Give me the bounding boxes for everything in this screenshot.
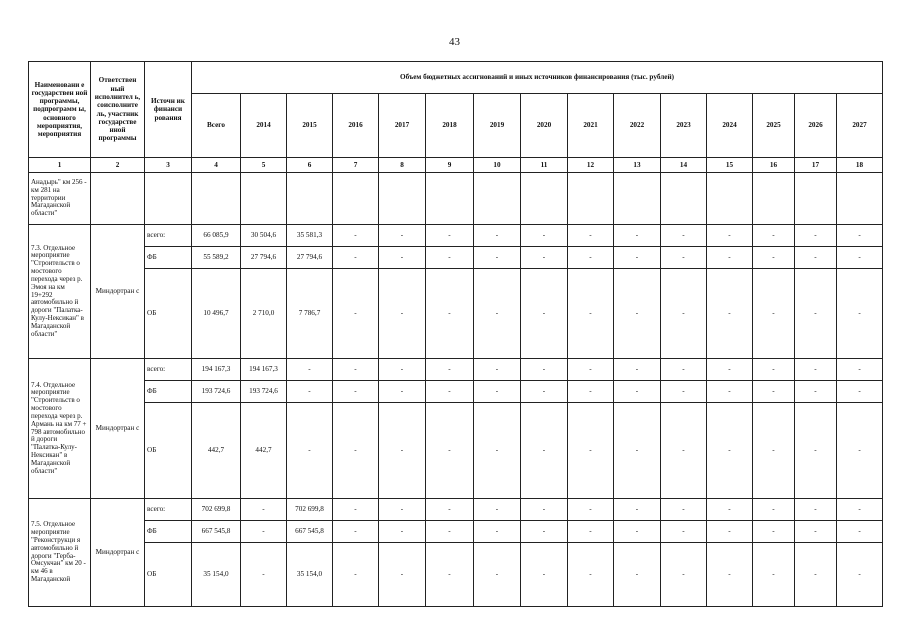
column-number: 13 [614, 158, 661, 173]
empty-year-value-cell: - [837, 499, 883, 521]
funding-source-cell: ОБ [145, 543, 192, 607]
empty-year-value-cell: - [661, 521, 707, 543]
empty-year-value-cell: - [568, 381, 614, 403]
empty-year-value-cell: - [474, 269, 521, 359]
empty-year-value-cell: - [333, 225, 379, 247]
table-row [29, 403, 883, 499]
empty-year-value-cell: - [795, 359, 837, 381]
measure-name: Анадырь" км 256 - км 281 на территории Магаданской области" [29, 173, 91, 225]
year-2014-value-cell: 193 724,6 [241, 381, 287, 403]
empty-year-value-cell: - [568, 499, 614, 521]
empty-year-value-cell: - [614, 247, 661, 269]
empty-year-value-cell: - [521, 381, 568, 403]
total-value-cell: 667 545,8 [192, 521, 241, 543]
column-number: 16 [753, 158, 795, 173]
empty-year-value-cell: - [614, 381, 661, 403]
empty-year-value-cell: - [379, 269, 426, 359]
year-2014-value-cell: 30 504,6 [241, 225, 287, 247]
empty-year-value-cell: - [661, 381, 707, 403]
empty-year-value-cell: - [333, 403, 379, 499]
empty-year-value-cell: - [521, 403, 568, 499]
column-number: 1 [29, 158, 91, 173]
header-responsible-executor: Ответствен ный исполнител ь, соисполните ль, участник государстве нной программы [91, 62, 145, 158]
empty-year-value-cell: - [614, 269, 661, 359]
empty-year-value-cell: - [379, 247, 426, 269]
column-number: 6 [287, 158, 333, 173]
year-2015-value-cell: 35 154,0 [287, 543, 333, 607]
empty-year-value-cell: - [707, 499, 753, 521]
empty-year-value-cell: - [707, 521, 753, 543]
column-number-row [29, 158, 883, 173]
funding-source-cell: всего: [145, 499, 192, 521]
column-number: 17 [795, 158, 837, 173]
column-number: 5 [241, 158, 287, 173]
table-row [29, 225, 883, 247]
empty-year-value-cell: - [795, 269, 837, 359]
empty-year-value-cell: - [753, 381, 795, 403]
column-number: 8 [379, 158, 426, 173]
empty-year-value-cell: - [333, 543, 379, 607]
year-2015-value-cell: 7 786,7 [287, 269, 333, 359]
executor-cell: Миндортран с [91, 499, 145, 607]
table-row [29, 247, 883, 269]
empty-year-value-cell: - [521, 359, 568, 381]
total-value-cell: 442,7 [192, 403, 241, 499]
total-value-cell: 193 724,6 [192, 381, 241, 403]
empty-year-value-cell: - [753, 521, 795, 543]
executor-cell: Миндортран с [91, 225, 145, 359]
empty-year-value-cell: - [426, 359, 474, 381]
empty-year-value-cell: - [707, 359, 753, 381]
empty-year-value-cell: - [614, 521, 661, 543]
year-2014-value-cell: - [241, 521, 287, 543]
empty-year-value-cell: - [753, 499, 795, 521]
empty-year-value-cell: - [837, 543, 883, 607]
funding-source-cell: всего: [145, 225, 192, 247]
empty-year-value-cell: - [614, 403, 661, 499]
empty-year-value-cell: - [753, 247, 795, 269]
measure-name: 7.4. Отдельное мероприятие "Строительств о мостового перехода через р. Армань на км 77 + 798 автомобильно й дороги "Палатка-Кулу-Нексикан" в Магаданской области" [29, 359, 91, 499]
empty-year-value-cell: - [379, 225, 426, 247]
table-row [29, 543, 883, 607]
empty-year-value-cell: - [661, 269, 707, 359]
empty-year-value-cell: - [333, 381, 379, 403]
header-year-2017: 2017 [379, 94, 426, 158]
empty-year-value-cell: - [795, 499, 837, 521]
empty-year-value-cell: - [707, 225, 753, 247]
empty-year-value-cell: - [568, 543, 614, 607]
empty-year-value-cell: - [379, 381, 426, 403]
empty-year-value-cell: - [474, 247, 521, 269]
header-year-2015: 2015 [287, 94, 333, 158]
empty-year-value-cell: - [379, 499, 426, 521]
empty-year-value-cell: - [568, 225, 614, 247]
year-2014-value-cell: 194 167,3 [241, 359, 287, 381]
empty-year-value-cell: - [426, 543, 474, 607]
measure-name: 7.3. Отдельное мероприятие "Строительств о мостового перехода через р. Эмоя на км 19+292 автомобильно й дороги "Палатка-Кулу-Нексикан" в Магаданской области" [29, 225, 91, 359]
empty-year-value-cell: - [707, 381, 753, 403]
column-number: 3 [145, 158, 192, 173]
empty-year-value-cell: - [521, 521, 568, 543]
continuation-row [29, 173, 883, 225]
empty-year-value-cell: - [753, 359, 795, 381]
source-cell [145, 173, 192, 225]
column-number: 15 [707, 158, 753, 173]
empty-year-value-cell: - [474, 543, 521, 607]
column-number: 14 [661, 158, 707, 173]
empty-year-value-cell: - [753, 225, 795, 247]
column-number: 7 [333, 158, 379, 173]
empty-year-value-cell: - [521, 225, 568, 247]
empty-year-value-cell: - [707, 543, 753, 607]
header-funding-source: Источн ик финанси рования [145, 62, 192, 158]
empty-year-value-cell: - [379, 521, 426, 543]
empty-year-value-cell: - [795, 381, 837, 403]
empty-year-value-cell: - [661, 499, 707, 521]
header-year-2014: 2014 [241, 94, 287, 158]
empty-year-value-cell: - [614, 359, 661, 381]
empty-year-value-cell: - [568, 403, 614, 499]
table-row [29, 359, 883, 381]
year-2014-value-cell: 442,7 [241, 403, 287, 499]
empty-year-value-cell: - [661, 543, 707, 607]
empty-year-value-cell: - [795, 247, 837, 269]
empty-year-value-cell: - [707, 269, 753, 359]
empty-year-value-cell: - [426, 225, 474, 247]
empty-year-value-cell: - [837, 521, 883, 543]
table-row [29, 269, 883, 359]
year-2014-value-cell: - [241, 499, 287, 521]
year-2015-value-cell: 702 699,8 [287, 499, 333, 521]
empty-year-value-cell: - [707, 247, 753, 269]
empty-year-value-cell: - [753, 269, 795, 359]
empty-year-value-cell: - [474, 521, 521, 543]
empty-year-value-cell: - [426, 499, 474, 521]
column-number: 4 [192, 158, 241, 173]
column-number: 2 [91, 158, 145, 173]
empty-year-value-cell: - [837, 403, 883, 499]
header-year-2020: 2020 [521, 94, 568, 158]
year-2015-value-cell: 27 794,6 [287, 247, 333, 269]
total-value-cell: 55 589,2 [192, 247, 241, 269]
empty-year-value-cell: - [426, 247, 474, 269]
empty-year-value-cell: - [379, 359, 426, 381]
measure-name: 7.5. Отдельное мероприятие "Реконструкци я автомобильно й дороги "Герба-Омсукчан" км 20 - км 46 в Магаданской [29, 499, 91, 607]
header-year-2024: 2024 [707, 94, 753, 158]
year-2015-value-cell: 35 581,3 [287, 225, 333, 247]
empty-year-value-cell: - [474, 359, 521, 381]
empty-year-value-cell: - [474, 499, 521, 521]
empty-year-value-cell: - [753, 543, 795, 607]
empty-year-value-cell: - [474, 403, 521, 499]
empty-year-value-cell: - [795, 521, 837, 543]
header-total: Всего [192, 94, 241, 158]
empty-year-value-cell: - [379, 543, 426, 607]
year-2015-value-cell: - [287, 381, 333, 403]
executor-cell [91, 173, 145, 225]
column-number: 11 [521, 158, 568, 173]
header-year-2025: 2025 [753, 94, 795, 158]
funding-source-cell: ОБ [145, 403, 192, 499]
empty-year-value-cell: - [661, 225, 707, 247]
header-year-2019: 2019 [474, 94, 521, 158]
funding-source-cell: ОБ [145, 269, 192, 359]
empty-year-value-cell: - [426, 521, 474, 543]
budget-allocation-table [28, 61, 883, 607]
header-year-2021: 2021 [568, 94, 614, 158]
total-value-cell: 702 699,8 [192, 499, 241, 521]
header-year-2027: 2027 [837, 94, 883, 158]
header-year-2023: 2023 [661, 94, 707, 158]
empty-year-value-cell: - [661, 359, 707, 381]
empty-year-value-cell: - [426, 269, 474, 359]
empty-year-value-cell: - [426, 381, 474, 403]
empty-year-value-cell: - [837, 225, 883, 247]
executor-cell: Миндортран с [91, 359, 145, 499]
empty-year-value-cell: - [795, 403, 837, 499]
empty-year-value-cell: - [521, 543, 568, 607]
year-2015-value-cell: - [287, 403, 333, 499]
funding-source-cell: ФБ [145, 247, 192, 269]
empty-year-value-cell: - [568, 521, 614, 543]
header-program-name: Наименовани е государствен ной программы, подпрограмм ы, основного мероприятия, мероприятия [29, 62, 91, 158]
empty-year-value-cell: - [614, 225, 661, 247]
empty-year-value-cell: - [521, 247, 568, 269]
empty-year-value-cell: - [753, 403, 795, 499]
table-row [29, 499, 883, 521]
column-number: 12 [568, 158, 614, 173]
empty-year-value-cell: - [837, 359, 883, 381]
year-2015-value-cell: 667 545,8 [287, 521, 333, 543]
funding-source-cell: ФБ [145, 521, 192, 543]
empty-year-value-cell: - [379, 403, 426, 499]
column-number: 9 [426, 158, 474, 173]
empty-year-value-cell: - [521, 269, 568, 359]
empty-year-value-cell: - [661, 247, 707, 269]
empty-year-value-cell: - [837, 381, 883, 403]
empty-year-value-cell: - [333, 359, 379, 381]
empty-year-value-cell: - [333, 499, 379, 521]
table-row [29, 521, 883, 543]
empty-year-value-cell: - [661, 403, 707, 499]
empty-year-value-cell: - [474, 225, 521, 247]
column-number: 10 [474, 158, 521, 173]
empty-year-value-cell: - [568, 359, 614, 381]
page-number: 43 [449, 36, 460, 48]
funding-source-cell: всего: [145, 359, 192, 381]
empty-year-value-cell: - [568, 269, 614, 359]
header-year-2016: 2016 [333, 94, 379, 158]
total-value-cell: 66 085,9 [192, 225, 241, 247]
column-number: 18 [837, 158, 883, 173]
funding-source-cell: ФБ [145, 381, 192, 403]
empty-year-value-cell: - [707, 403, 753, 499]
year-2015-value-cell: - [287, 359, 333, 381]
empty-year-value-cell: - [333, 521, 379, 543]
header-year-2026: 2026 [795, 94, 837, 158]
empty-year-value-cell: - [568, 247, 614, 269]
empty-year-value-cell: - [795, 543, 837, 607]
table-row [29, 381, 883, 403]
year-2014-value-cell: - [241, 543, 287, 607]
empty-year-value-cell: - [474, 381, 521, 403]
header-budget-volume: Объем бюджетных ассигнований и иных источников финансирования (тыс. рублей) [192, 62, 883, 94]
header-year-2018: 2018 [426, 94, 474, 158]
empty-year-value-cell: - [333, 247, 379, 269]
year-2014-value-cell: 27 794,6 [241, 247, 287, 269]
empty-year-value-cell: - [795, 225, 837, 247]
total-value-cell: 194 167,3 [192, 359, 241, 381]
header-year-2022: 2022 [614, 94, 661, 158]
empty-year-value-cell: - [333, 269, 379, 359]
total-value-cell: 10 496,7 [192, 269, 241, 359]
empty-year-value-cell: - [837, 247, 883, 269]
total-value-cell: 35 154,0 [192, 543, 241, 607]
empty-year-value-cell: - [614, 499, 661, 521]
year-2014-value-cell: 2 710,0 [241, 269, 287, 359]
empty-year-value-cell: - [837, 269, 883, 359]
empty-year-value-cell: - [426, 403, 474, 499]
empty-year-value-cell: - [614, 543, 661, 607]
empty-year-value-cell: - [521, 499, 568, 521]
